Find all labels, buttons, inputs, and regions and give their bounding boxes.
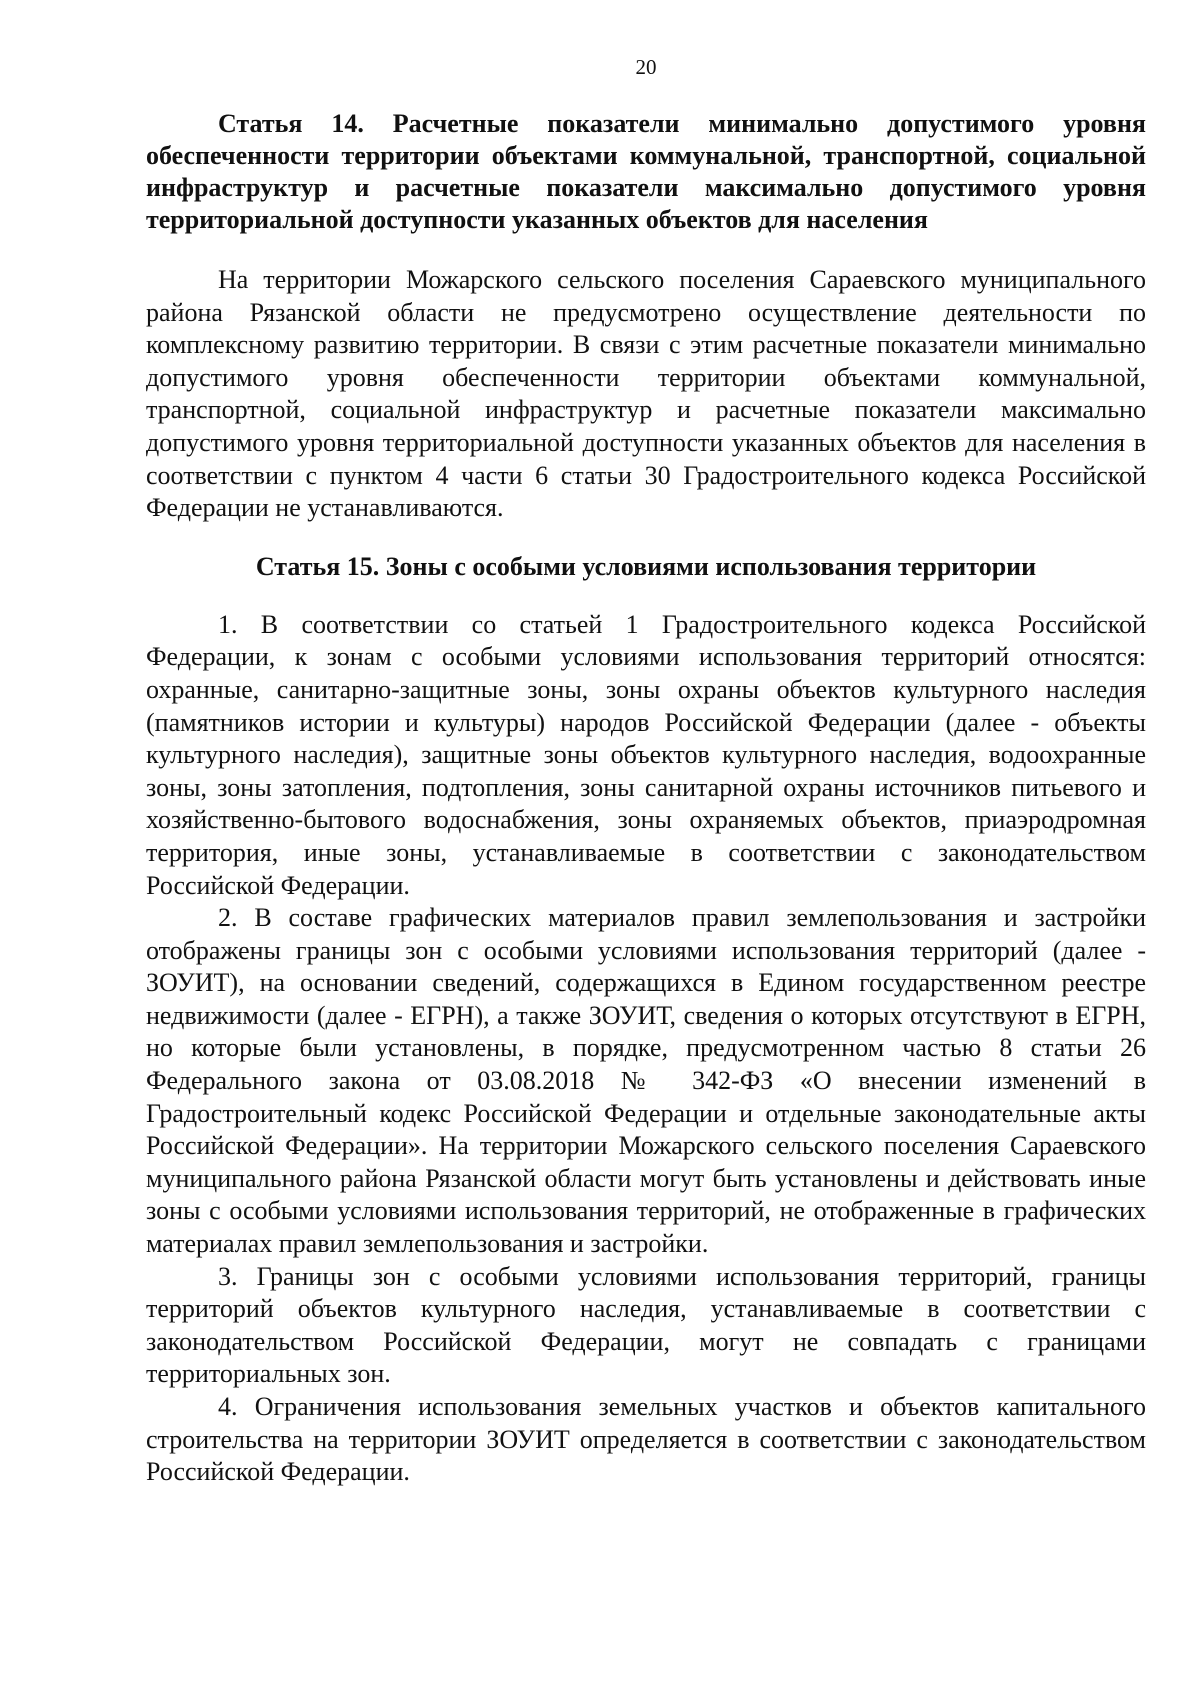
article-15-paragraph-1: 1. В соответствии со статьей 1 Градостроительного кодекса Российской Федерации, к зонам с особыми условиями использования территорий относятся: охранные, санитарно-защитные зоны, зоны охраны объектов культурного наследия (памятников истории и культуры) народов Российской Федерации (далее - объекты культурного наследия), защитные зоны объектов культурного наследия, водоохранные зоны, зоны затопления, подтопления, зоны санитарной охраны источников питьевого и хозяйственно-бытового водоснабжения, зоны охраняемых объектов, приаэродромная территория, иные зоны, устанавливаемые в соответствии с законодательством Российской Федерации. bbox=[146, 609, 1146, 900]
document-page bbox=[146, 54, 1146, 1489]
article-15-paragraph-2: 2. В составе графических материалов правил землепользования и застройки отображены границы зон с особыми условиями использования территорий (далее - ЗОУИТ), на основании сведений, содержащихся в Едином государственном реестре недвижимости (далее - ЕГРН), а также ЗОУИТ, сведения о которых отсутствуют в ЕГРН, но которые были установлены, в порядке, предусмотренном частью 8 статьи 26 Федерального закона от 03.08.2018 № 342-ФЗ «О внесении изменений в Градостроительный кодекс Российской Федерации и отдельные законодательные акты Российской Федерации». На территории Можарского сельского поселения Сараевского муниципального района Рязанской области могут быть установлены и действовать иные зоны с особыми условиями использования территорий, не отображенные в графических материалах правил землепользования и застройки. bbox=[146, 903, 1146, 1259]
article-14-heading: Статья 14. Расчетные показатели минимально допустимого уровня обеспеченности территории объектами коммунальной, транспортной, социальной инфраструктур и расчетные показатели максимально допустимого уровня территориальной доступности указанных объектов для населения bbox=[146, 109, 1146, 234]
page-number: 20 bbox=[635, 55, 657, 79]
article-15-paragraph-3: 3. Границы зон с особыми условиями использования территорий, границы территорий объектов культурного наследия, устанавливаемые в соответствии с законодательством Российской Федерации, могут не совпадать с границами территориальных зон. bbox=[146, 1261, 1146, 1389]
article-15-paragraph-4: 4. Ограничения использования земельных участков и объектов капитального строительства на территории ЗОУИТ определяется в соответствии с законодательством Российской Федерации. bbox=[146, 1392, 1146, 1487]
article-14-paragraph: На территории Можарского сельского поселения Сараевского муниципального района Рязанской области не предусмотрено осуществление деятельности по комплексному развитию территории. В связи с этим расчетные показатели минимально допустимого уровня обеспеченности территории объектами коммунальной, транспортной, социальной инфраструктур и расчетные показатели максимально допустимого уровня территориальной доступности указанных объектов для населения в соответствии с пунктом 4 части 6 статьи 30 Градостроительного кодекса Российской Федерации не устанавливаются. bbox=[146, 265, 1146, 523]
article-15-heading: Статья 15. Зоны с особыми условиями использования территории bbox=[255, 551, 1037, 581]
